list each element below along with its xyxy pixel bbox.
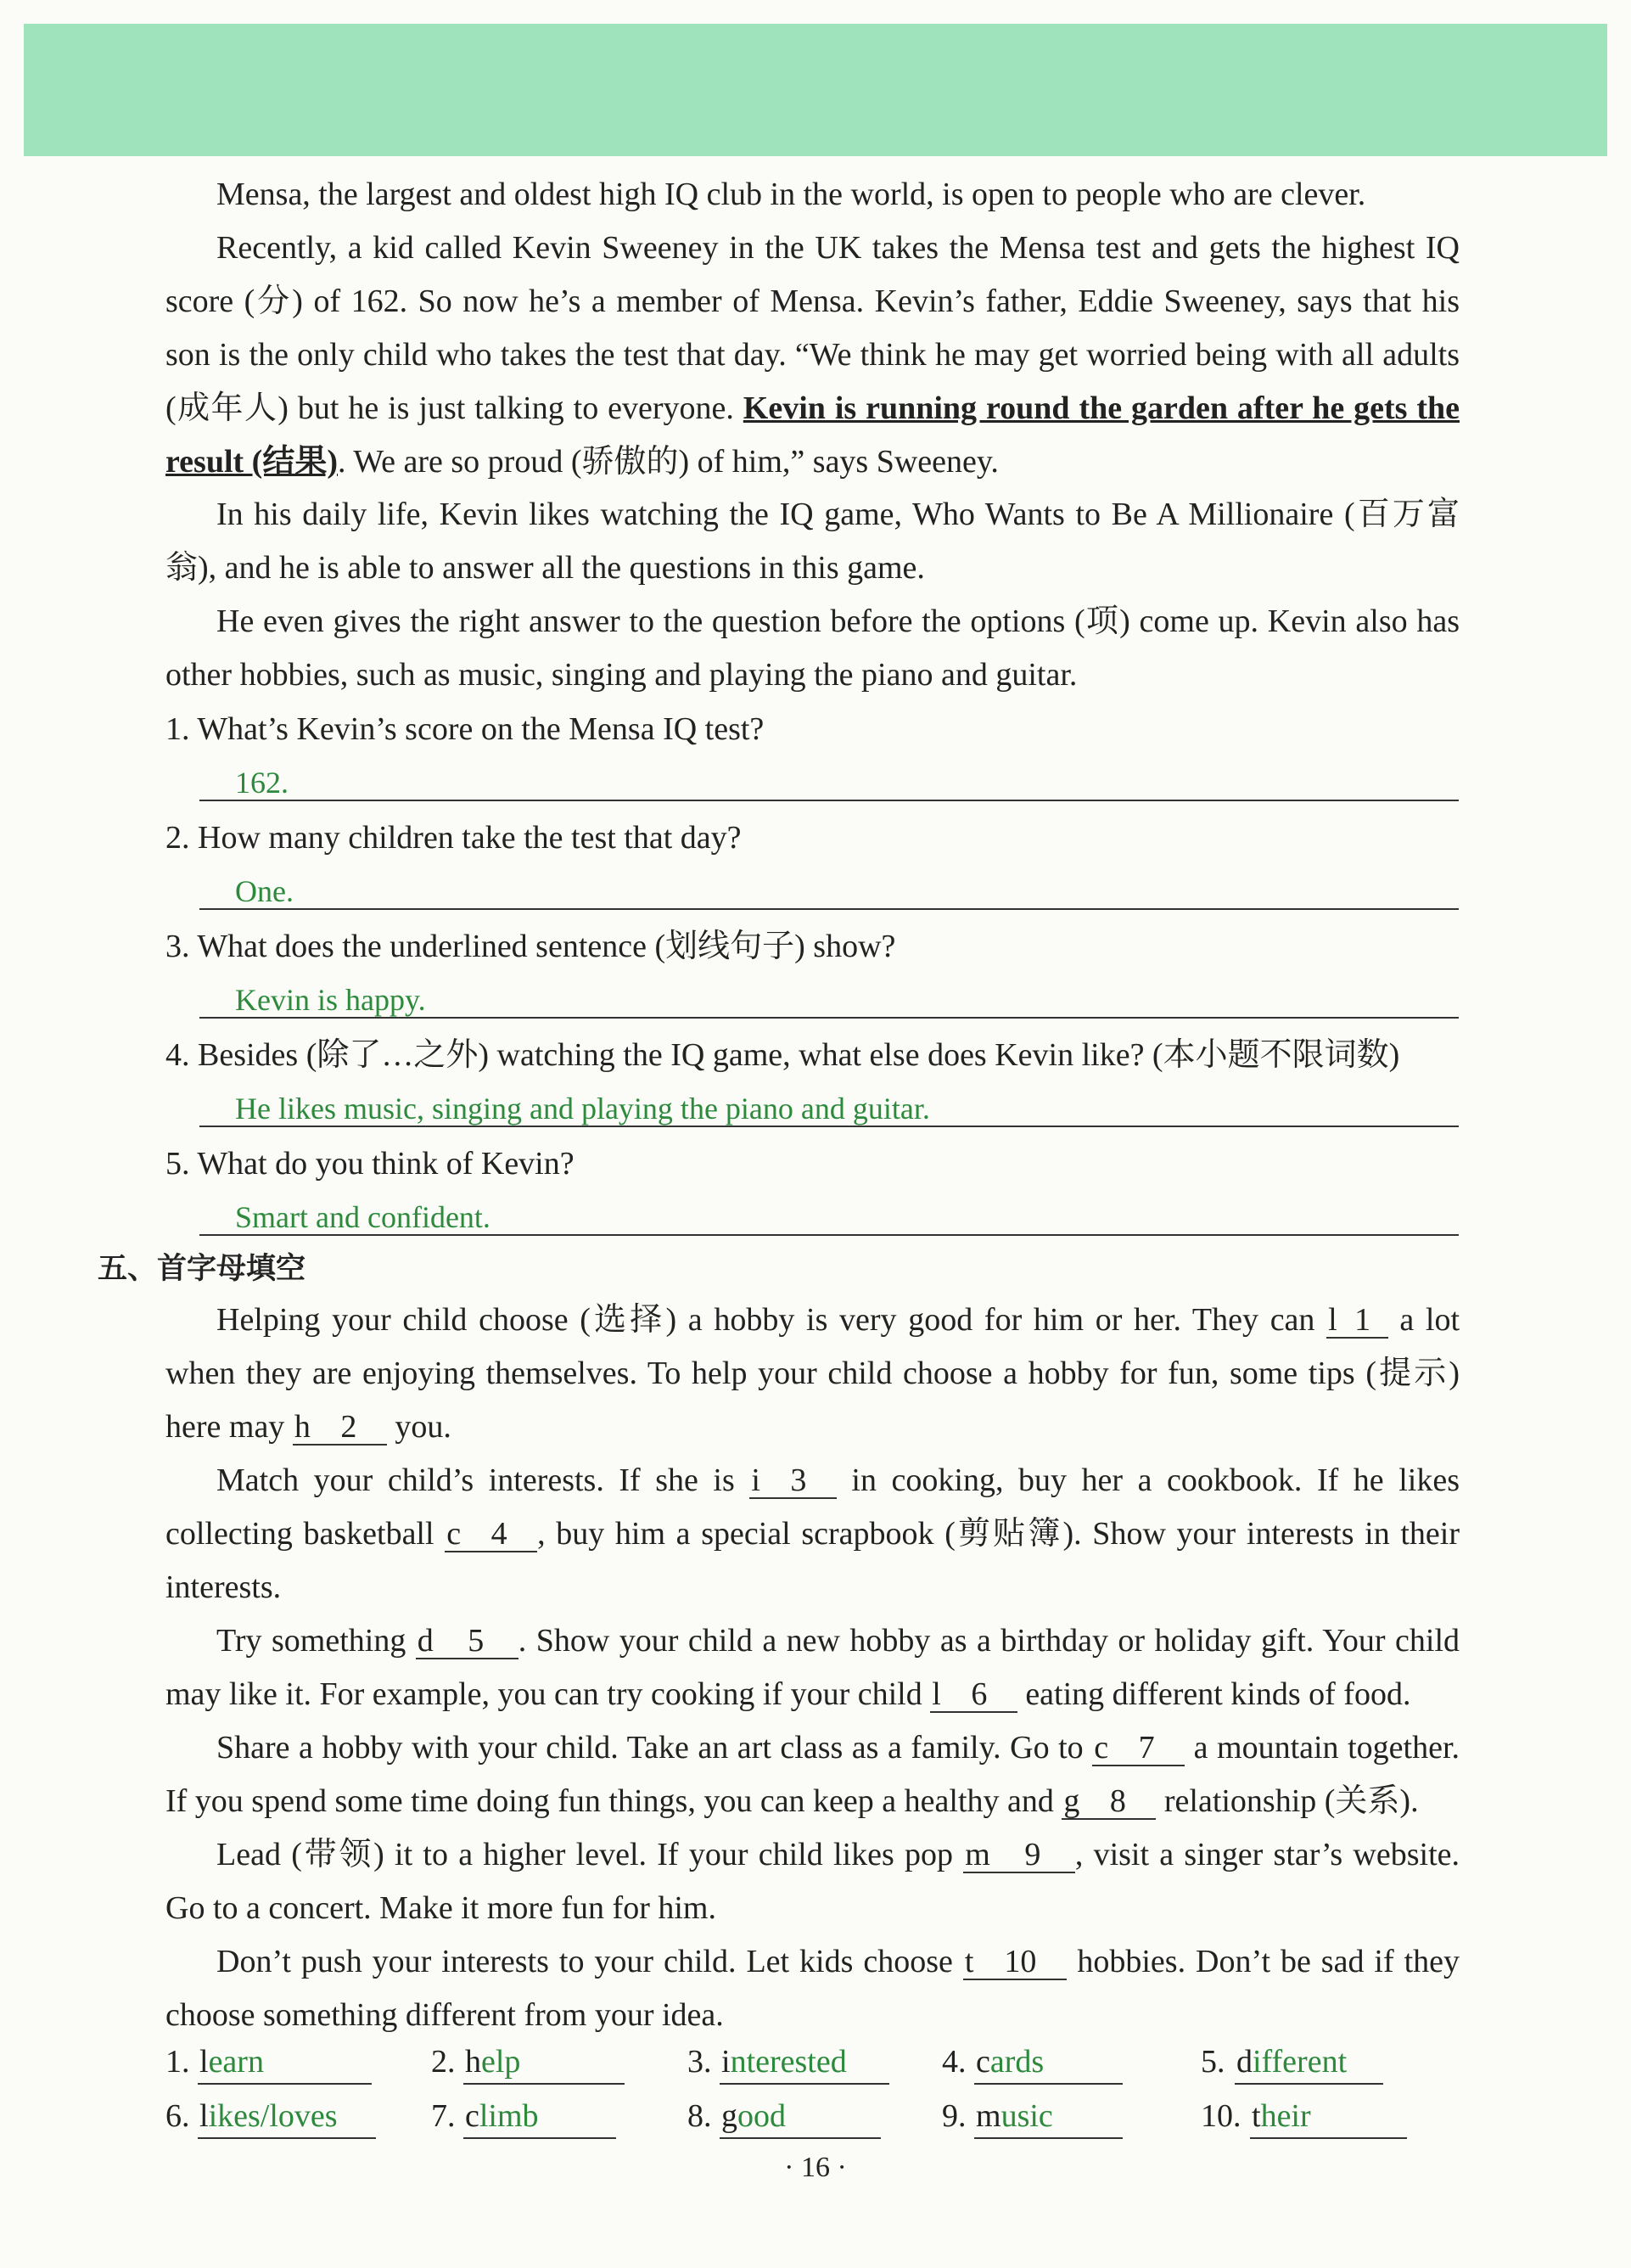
reading-paragraph-4: He even gives the right answer to the question before the options (项) come up. Kevin also has other hobbies, such as music, singing and playing the piano and guitar.	[165, 603, 1460, 693]
answer-item-6: 6. likes/loves	[165, 2095, 376, 2139]
blank-2[interactable]: h 2	[293, 1410, 387, 1446]
blank-9[interactable]: m 9	[963, 1838, 1075, 1873]
answer-item-5: 5. different	[1201, 2041, 1383, 2085]
answer-fill-1[interactable]: learn	[198, 2041, 372, 2085]
blank-3[interactable]: i 3	[749, 1463, 837, 1499]
answer-fill-6[interactable]: likes/loves	[198, 2095, 376, 2139]
blank-10[interactable]: t 10	[963, 1945, 1068, 1980]
answer-line-2: One.	[199, 864, 1459, 910]
blank-8[interactable]: g 8	[1062, 1784, 1156, 1820]
answer-item-9: 9. music	[942, 2095, 1123, 2139]
answer-fill-2[interactable]: help	[463, 2041, 625, 2085]
answer-fill-8[interactable]: good	[720, 2095, 881, 2139]
answer-item-8: 8. good	[687, 2095, 881, 2139]
blank-7[interactable]: c 7	[1092, 1731, 1185, 1766]
cloze-paragraph-1: Helping your child choose (选择) a hobby is very good for him or her. They can l 1 a lot when they are enjoying themselves. To help your child choose a hobby for fun, some tips (提示) here may h 2 you.	[165, 1302, 1460, 1445]
cloze-paragraph-4: Share a hobby with your child. Take an art class as a family. Go to c 7 a mountain together. If you spend some time doing fun things, you can keep a healthy and g 8 relationship (关系).	[165, 1730, 1460, 1819]
answer-item-1: 1. learn	[165, 2041, 372, 2085]
answer-item-3: 3. interested	[687, 2041, 889, 2085]
answer-line-3: Kevin is happy.	[199, 973, 1459, 1019]
question-1: 1. What’s Kevin’s score on the Mensa IQ test?	[165, 711, 765, 747]
answer-fill-5[interactable]: different	[1235, 2041, 1383, 2085]
question-3: 3. What does the underlined sentence (划线句子) show?	[165, 929, 896, 964]
cloze-paragraph-6: Don’t push your interests to your child. Let kids choose t 10 hobbies. Don’t be sad if they choose something different from your idea.	[165, 1944, 1460, 2033]
reading-paragraph-3: In his daily life, Kevin likes watching the IQ game, Who Wants to Be A Millionaire (百万富翁), and he is able to answer all the questions in this game.	[165, 497, 1460, 586]
answer-item-2: 2. help	[431, 2041, 625, 2085]
answer-fill-4[interactable]: cards	[974, 2041, 1123, 2085]
reading-paragraph-2: Recently, a kid called Kevin Sweeney in the UK takes the Mensa test and gets the highest IQ score (分) of 162. So now he’s a member of Mensa. Kevin’s father, Eddie Sweeney, says that his son is the only child who takes the test that day. “We think he may get worried being with all adults (成年人) but he is just talking to everyone. Kevin is running round the garden after he gets the result (结果). We are so proud (骄傲的) of him,” says Sweeney.	[165, 230, 1460, 480]
cloze-paragraph-5: Lead (带领) it to a higher level. If your child likes pop m 9 , visit a singer star’s website. Go to a concert. Make it more fun for him.	[165, 1837, 1460, 1926]
header-band	[24, 24, 1607, 156]
answer-fill-9[interactable]: music	[974, 2095, 1123, 2139]
answer-item-4: 4. cards	[942, 2041, 1123, 2085]
answer-item-7: 7. climb	[431, 2095, 616, 2139]
answer-fill-3[interactable]: interested	[720, 2041, 889, 2085]
answer-line-4: He likes music, singing and playing the piano and guitar.	[199, 1081, 1459, 1127]
question-2: 2. How many children take the test that day?	[165, 820, 742, 856]
answer-line-1: 162.	[199, 755, 1459, 801]
answer-line-5: Smart and confident.	[199, 1190, 1459, 1236]
blank-5[interactable]: d 5	[416, 1624, 518, 1659]
cloze-paragraph-2: Match your child’s interests. If she is i 3 in cooking, buy her a cookbook. If he likes collecting basketball c 4 , buy him a special scrapbook (剪贴簿). Show your interests in their interests.	[165, 1462, 1460, 1605]
section-title: 五、首字母填空	[98, 1252, 306, 1286]
blank-4[interactable]: c 4	[445, 1517, 537, 1552]
reading-paragraph-1: Mensa, the largest and oldest high IQ club in the world, is open to people who are clever.	[216, 177, 1366, 212]
answer-fill-10[interactable]: their	[1250, 2095, 1407, 2139]
blank-1[interactable]: l 1	[1326, 1303, 1388, 1339]
answer-item-10: 10. their	[1201, 2095, 1407, 2139]
answer-fill-7[interactable]: climb	[463, 2095, 616, 2139]
cloze-paragraph-3: Try something d 5 . Show your child a new hobby as a birthday or holiday gift. Your child may like it. For example, you can try cooking if your child l 6 eating different kinds of food.	[165, 1623, 1460, 1712]
underlined-sentence: Kevin is running round the garden after he gets the result (结果)	[165, 390, 1460, 480]
question-4: 4. Besides (除了…之外) watching the IQ game, what else does Kevin like? (本小题不限词数)	[165, 1037, 1400, 1073]
question-5: 5. What do you think of Kevin?	[165, 1146, 574, 1182]
blank-6[interactable]: l 6	[930, 1677, 1017, 1713]
page-number: · 16 ·	[784, 2152, 847, 2183]
